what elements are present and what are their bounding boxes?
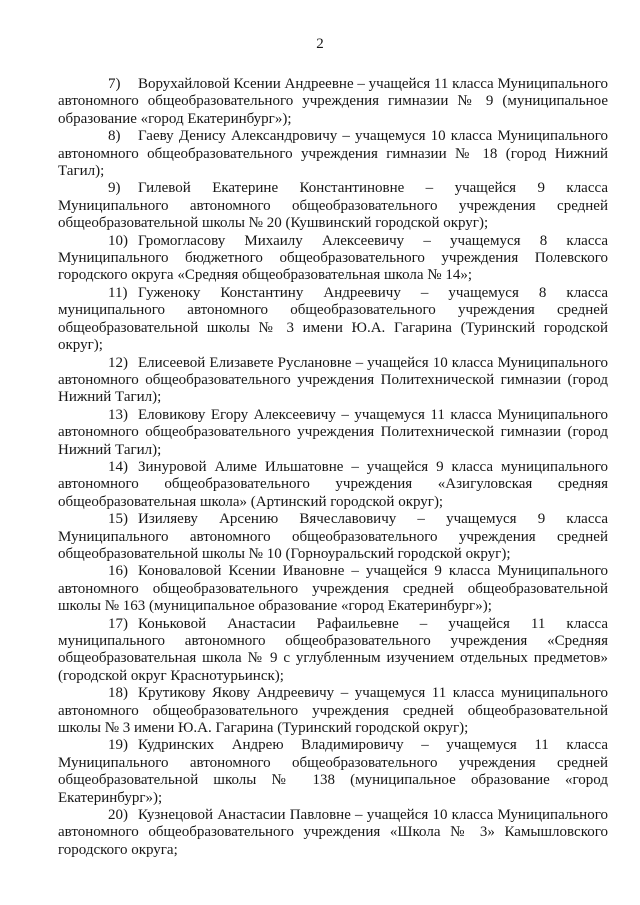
item-number: 13) — [108, 406, 128, 423]
item-text: Гаеву Денису Александровичу – учащемуся 10 класса Муниципального автономного общеобразовательного учреждения гимназии № 18 (город Нижний Тагил); — [58, 128, 608, 180]
list-item — [58, 459, 608, 511]
list-item — [58, 737, 608, 807]
item-text: Крутикову Якову Андреевичу – учащемуся 11 класса муниципального автономного общеобразовательного учреждения средней общеобразовательной школы № 3 имени Ю.А. Гагарина (Туринский городской округ); — [58, 685, 608, 737]
list-item — [58, 685, 608, 737]
list-item — [58, 233, 608, 285]
item-number: 17) — [108, 615, 128, 632]
item-text: Коньковой Анастасии Рафаильевне – учащейся 11 класса муниципального автономного общеобразовательного учреждения «Средняя общеобразовательная школа № 9 с углубленным изучением отдельных предметов» (городской округ Краснотурьинск); — [58, 615, 608, 684]
item-number: 9) — [108, 180, 121, 197]
list-item — [58, 285, 608, 355]
list-item — [58, 76, 608, 128]
item-number: 14) — [108, 458, 128, 475]
page-number: 2 — [316, 36, 324, 52]
list-item — [58, 407, 608, 459]
item-number: 20) — [108, 807, 128, 824]
item-number: 8) — [108, 128, 121, 145]
item-text: Громогласову Михаилу Алексеевичу – учащемуся 8 класса Муниципального бюджетного общеобразовательного учреждения Полевского городского округа «Средняя общеобразовательная школа № 14»; — [58, 232, 608, 284]
list-item — [58, 128, 608, 180]
list-item — [58, 616, 608, 686]
item-text: Изиляеву Арсению Вячеславовичу – учащемуся 9 класса Муниципального автономного общеобразовательного учреждения средней общеобразовательной школы № 10 (Горноуральский городской округ); — [58, 511, 608, 562]
item-number: 18) — [108, 685, 128, 702]
item-number: 19) — [108, 737, 128, 754]
item-text: Еловикову Егору Алексеевичу – учащемуся 11 класса Муниципального автономного общеобразовательного учреждения Политехнической гимназии (город Нижний Тагил); — [58, 406, 608, 458]
item-text: Ворухайловой Ксении Андреевне – учащейся 11 класса Муниципального автономного общеобразовательного учреждения гимназии № 9 (муниципальное образование «город Екатеринбург»); — [58, 76, 608, 127]
item-number: 11) — [108, 284, 128, 301]
item-text: Кузнецовой Анастасии Павловне – учащейся 10 класса Муниципального автономного общеобразовательного учреждения «Школа № 3» Камышловского городского округа; — [58, 807, 608, 858]
list-item — [58, 807, 608, 859]
item-number: 7) — [108, 76, 121, 92]
item-number: 10) — [108, 232, 128, 249]
item-text: Гилевой Екатерине Константиновне – учащейся 9 класса Муниципального автономного общеобразовательного учреждения средней общеобразовательной школы № 20 (Кушвинский городской округ); — [58, 180, 608, 232]
list-item — [58, 511, 608, 563]
item-text: Кудринских Андрею Владимировичу – учащемуся 11 класса Муниципального автономного общеобразовательного учреждения средней общеобразовательной школы № 138 (муниципальное образование «город Екатеринбург»); — [58, 737, 608, 806]
item-text: Елисеевой Елизавете Руслановне – учащейся 10 класса Муниципального автономного общеобразовательного учреждения Политехнической гимназии (город Нижний Тагил); — [58, 354, 608, 406]
list-item — [58, 180, 608, 232]
list-item — [58, 355, 608, 407]
item-text: Гуженоку Константину Андреевичу – учащемуся 8 класса муниципального автономного общеобразовательного учреждения средней общеобразовательной школы № 3 имени Ю.А. Гагарина (Туринский городской округ); — [58, 284, 608, 354]
item-number: 16) — [108, 563, 128, 580]
document-body — [0, 76, 640, 859]
item-number: 12) — [108, 354, 128, 371]
list-item — [58, 563, 608, 615]
item-text: Коноваловой Ксении Ивановне – учащейся 9 класса Муниципального автономного общеобразовательного учреждения средней общеобразовательной школы № 163 (муниципальное образование «город Екатеринбург»); — [58, 563, 608, 615]
item-number: 15) — [108, 511, 128, 528]
item-text: Зинуровой Алиме Ильшатовне – учащейся 9 класса муниципального автономного общеобразовательного учреждения «Азигуловская средняя общеобразовательная школа» (Артинский городской округ); — [58, 458, 608, 510]
